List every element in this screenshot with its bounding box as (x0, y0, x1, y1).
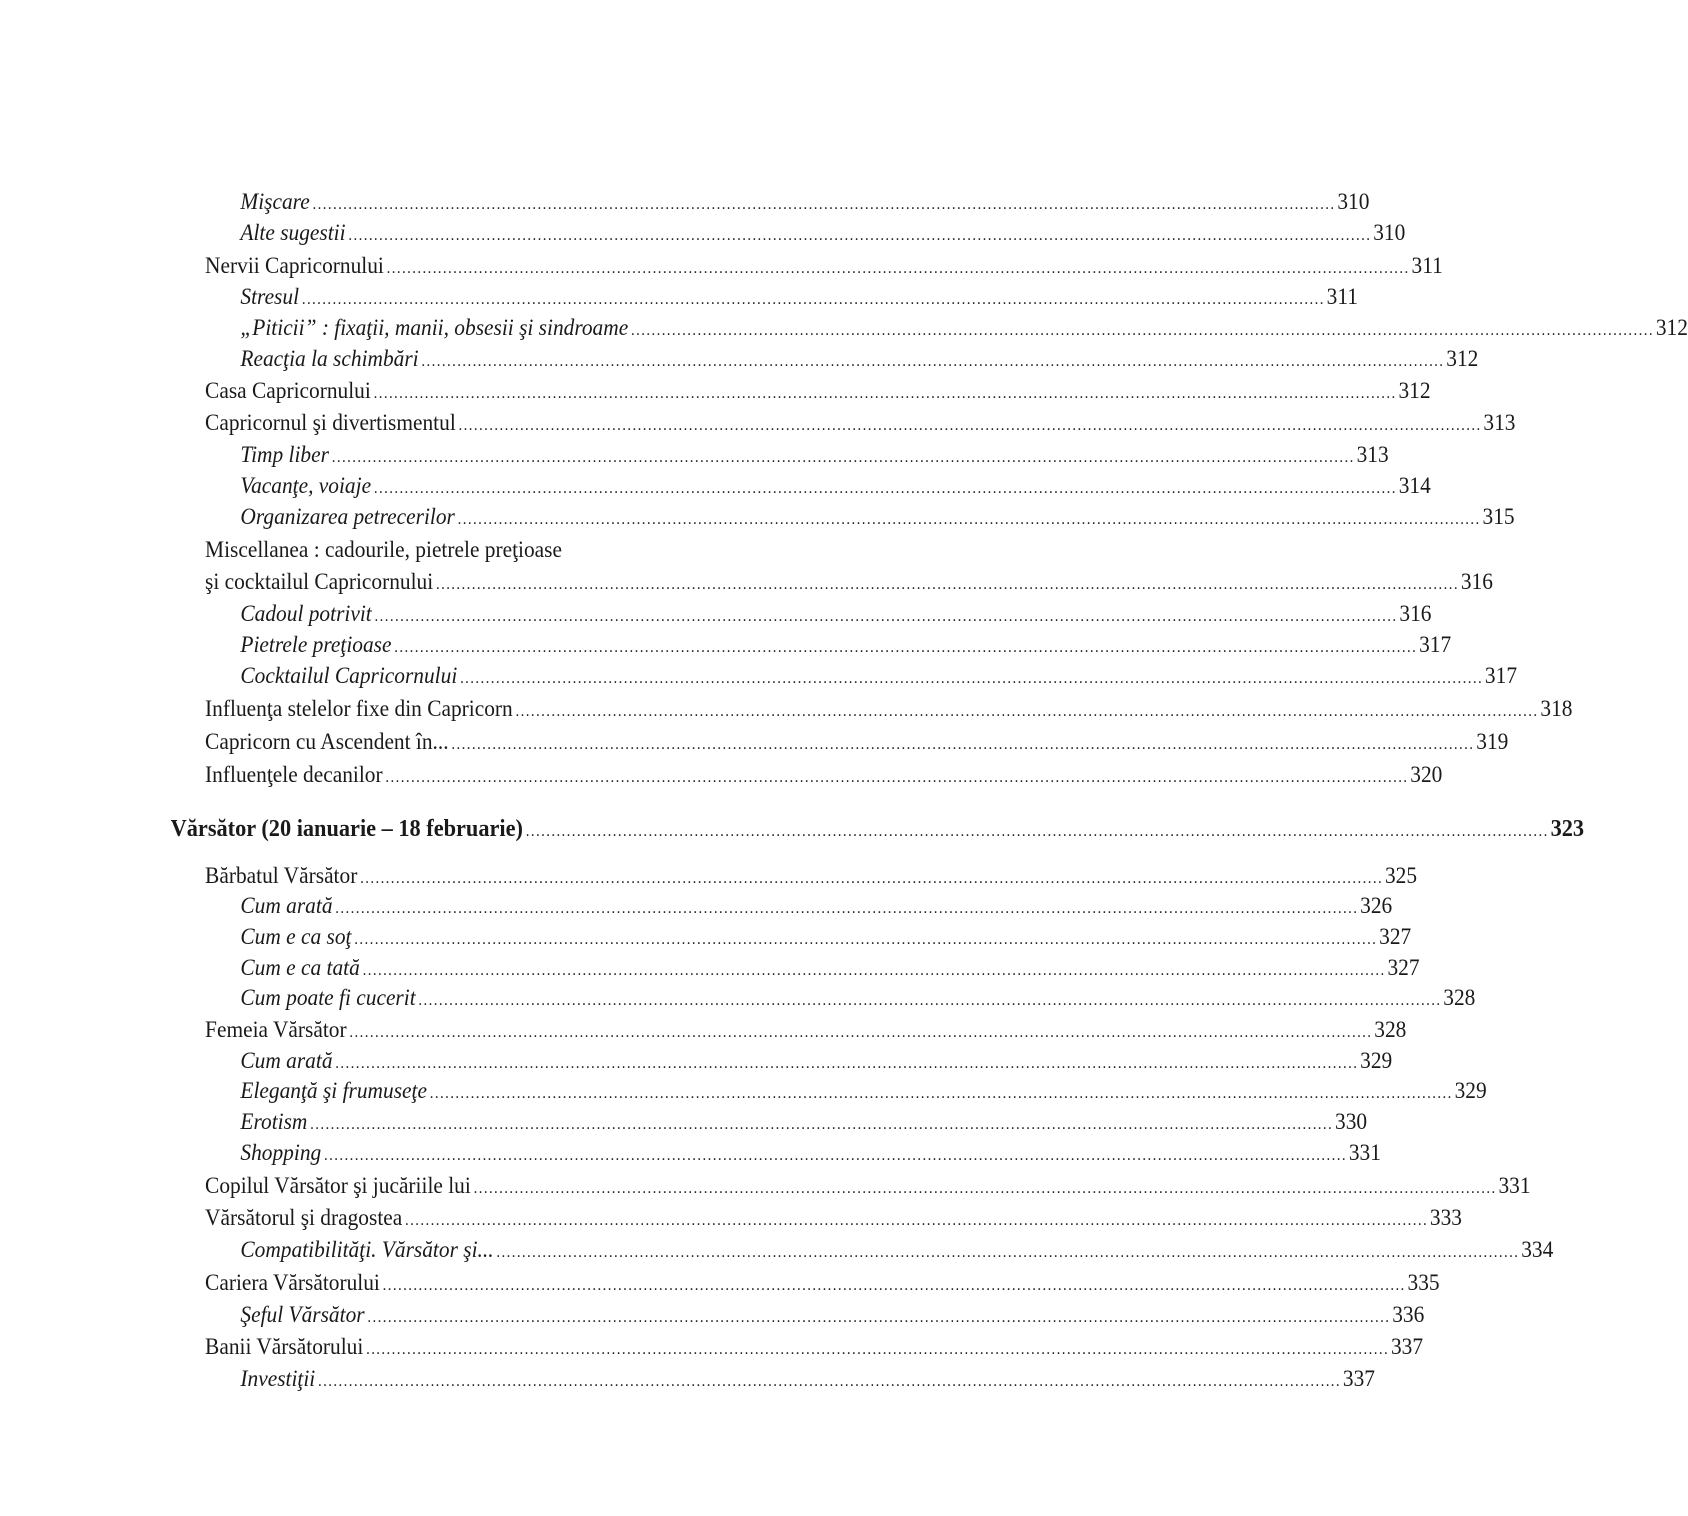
toc-chapter-entry[interactable] (170, 814, 1585, 844)
page-number: 337 (1390, 1334, 1424, 1359)
toc-entry[interactable] (240, 953, 1420, 983)
page-number: 310 (1337, 189, 1370, 214)
page-number: 331 (1498, 1173, 1531, 1198)
page-number: 337 (1342, 1366, 1375, 1391)
page-number: 328 (1443, 985, 1476, 1010)
toc-entry[interactable] (205, 727, 1509, 757)
page-number: 330 (1335, 1109, 1368, 1134)
toc-entry[interactable] (240, 1138, 1381, 1168)
toc-entry[interactable] (205, 694, 1573, 724)
dot-leader: ........................................................................................................................................................................................................ (451, 736, 1475, 753)
page-number: 336 (1392, 1302, 1425, 1327)
toc-entry[interactable] (240, 1046, 1393, 1076)
toc-entry[interactable] (240, 922, 1412, 952)
entry-title: Miscellanea : cadourile, pietrele preţioase (205, 537, 562, 562)
dot-leader: ........................................................................................................................................................................................................ (631, 322, 1654, 339)
dot-leader: ........................................................................................................................................................................................................ (515, 703, 1539, 720)
page-number: 311 (1326, 284, 1358, 309)
entry-title: Nervii Capricornului (205, 253, 384, 278)
toc-entry[interactable] (240, 313, 1688, 343)
dot-leader: ........................................................................................................................................................................................................ (525, 823, 1549, 840)
dot-leader: ........................................................................................................................................................................................................ (323, 1147, 1347, 1164)
dot-leader: ........................................................................................................................................................................................................ (460, 670, 1484, 687)
page-number: 316 (1399, 601, 1432, 626)
dot-leader: ........................................................................................................................................................................................................ (301, 291, 1325, 308)
page-number: 318 (1540, 696, 1573, 721)
entry-title: Stresul (240, 284, 300, 309)
entry-title: Eleganţă şi frumuseţe (240, 1078, 427, 1103)
entry-title: Şeful Vărsător (240, 1302, 365, 1327)
entry-title: Pietrele preţioase (240, 632, 392, 657)
page-number: 315 (1482, 504, 1515, 529)
page-number: 333 (1429, 1205, 1462, 1230)
toc-entry[interactable] (240, 1364, 1375, 1394)
page-number: 325 (1384, 863, 1418, 888)
page-number: 329 (1360, 1048, 1393, 1073)
entry-title: Femeia Vărsător (205, 1017, 347, 1042)
toc-entry[interactable] (240, 983, 1476, 1013)
page-number: 328 (1374, 1017, 1407, 1042)
toc-entry[interactable] (240, 1107, 1368, 1137)
page-number: 326 (1360, 893, 1393, 918)
page-number: 310 (1373, 220, 1406, 245)
entry-title: Cum e ca tată (240, 955, 360, 980)
dot-leader: ........................................................................................................................................................................................................ (496, 1244, 1520, 1261)
toc-entry[interactable] (205, 1171, 1531, 1201)
dot-leader: ........................................................................................................................................................................................................ (473, 1180, 1497, 1197)
entry-title: „Piticii” : fixaţii, manii, obsesii şi sindroame (240, 315, 629, 340)
dot-leader: ........................................................................................................................................................................................................ (354, 931, 1378, 948)
entry-title: Vărsătorul şi dragostea (205, 1205, 403, 1230)
page-number: 317 (1484, 663, 1518, 688)
toc-entry[interactable] (205, 376, 1431, 406)
dot-leader: ........................................................................................................................................................................................................ (382, 1277, 1406, 1294)
entry-title: Influenţele decanilor (205, 762, 383, 787)
chapter-title: Vărsător (20 ianuarie – 18 februarie) (170, 816, 523, 842)
dot-leader: ........................................................................................................................................................................................................ (366, 1341, 1390, 1358)
dot-leader: ........................................................................................................................................................................................................ (435, 576, 1459, 593)
toc-entry[interactable] (205, 760, 1443, 790)
page-number: 312 (1655, 315, 1688, 340)
entry-title: şi cocktailul Capricornului (205, 569, 434, 594)
entry-title: Influenţa stelelor fixe din Capricorn (205, 696, 513, 721)
dot-leader: ........................................................................................................................................................................................................ (374, 608, 1398, 625)
page-number: 311 (1411, 253, 1443, 278)
entry-title: Bărbatul Vărsător (205, 863, 358, 888)
toc-entry[interactable] (205, 1332, 1424, 1362)
entry-title: Cum e ca soţ (240, 924, 352, 949)
page-number: 323 (1550, 816, 1585, 842)
toc-entry[interactable] (205, 251, 1443, 281)
entry-title: Mişcare (240, 189, 310, 214)
toc-entry[interactable] (240, 891, 1393, 921)
dot-leader: ........................................................................................................................................................................................................ (335, 900, 1359, 917)
page-number: 312 (1446, 346, 1479, 371)
toc-entry[interactable] (240, 282, 1358, 312)
dot-leader: ........................................................................................................................................................................................................ (418, 992, 1442, 1009)
dot-leader: ........................................................................................................................................................................................................ (421, 353, 1445, 370)
dot-leader: ........................................................................................................................................................................................................ (405, 1212, 1429, 1229)
entry-title: Cum arată (240, 893, 333, 918)
toc-entry[interactable] (240, 502, 1515, 532)
entry-title: Alte sugestii (240, 220, 346, 245)
page-number: 320 (1410, 762, 1443, 787)
toc-entry[interactable] (205, 861, 1418, 891)
entry-title: Cariera Vărsătorului (205, 1270, 380, 1295)
toc-entry[interactable] (240, 661, 1518, 691)
dot-leader: ........................................................................................................................................................................................................ (360, 870, 1384, 887)
entry-title: Reacţia la schimbări (240, 346, 419, 371)
entry-title: Erotism (240, 1109, 308, 1134)
dot-leader: ........................................................................................................................................................................................................ (394, 639, 1418, 656)
dot-leader: ........................................................................................................................................................................................................ (373, 480, 1397, 497)
page-number: 316 (1460, 569, 1493, 594)
toc-entry[interactable] (240, 218, 1406, 248)
entry-title: Organizarea petrecerilor (240, 504, 455, 529)
dot-leader: ........................................................................................................................................................................................................ (457, 511, 1481, 528)
dot-leader: ........................................................................................................................................................................................................ (331, 449, 1355, 466)
dot-leader: ........................................................................................................................................................................................................ (349, 1024, 1373, 1041)
dot-leader: ........................................................................................................................................................................................................ (348, 227, 1372, 244)
toc-entry[interactable] (205, 408, 1516, 438)
entry-title: Cum arată (240, 1048, 333, 1073)
page-number: 314 (1398, 473, 1431, 498)
toc-entry[interactable] (240, 440, 1389, 470)
entry-title: Timp liber (240, 442, 329, 467)
dot-leader: ........................................................................................................................................................................................................ (429, 1085, 1453, 1102)
page-number: 313 (1483, 410, 1516, 435)
toc-entry[interactable] (240, 630, 1452, 660)
page-number: 317 (1419, 632, 1452, 657)
dot-leader: ........................................................................................................................................................................................................ (386, 260, 1410, 277)
entry-title: Shopping (240, 1140, 322, 1165)
entry-title: Banii Vărsătorului (205, 1334, 364, 1359)
page-number: 327 (1387, 955, 1420, 980)
page-number: 329 (1454, 1078, 1487, 1103)
toc-entry[interactable] (205, 567, 1493, 597)
toc-entry[interactable] (205, 1015, 1407, 1045)
toc-entry[interactable] (240, 1235, 1554, 1265)
entry-title: Capricorn cu Ascendent în... (205, 729, 449, 754)
page-number: 334 (1521, 1237, 1554, 1262)
toc-entry[interactable] (205, 535, 910, 565)
entry-title: Investiţii (240, 1366, 316, 1391)
dot-leader: ........................................................................................................................................................................................................ (310, 1116, 1334, 1133)
dot-leader: ........................................................................................................................................................................................................ (373, 385, 1397, 402)
dot-leader: ........................................................................................................................................................................................................ (458, 417, 1482, 434)
entry-title: Cadoul potrivit (240, 601, 372, 626)
toc-entry[interactable] (205, 1268, 1440, 1298)
toc-entry[interactable] (240, 1300, 1425, 1330)
toc-entry[interactable] (240, 599, 1432, 629)
toc-entry[interactable] (240, 1076, 1487, 1106)
page-number: 327 (1379, 924, 1412, 949)
entry-title: Casa Capricornului (205, 378, 371, 403)
page-number: 335 (1407, 1270, 1440, 1295)
toc-entry[interactable] (240, 471, 1431, 501)
toc-entry[interactable] (205, 1203, 1462, 1233)
entry-title: Copilul Vărsător şi jucăriile lui (205, 1173, 471, 1198)
entry-title: Compatibilităţi. Vărsător şi... (240, 1237, 494, 1262)
entry-title: Cum poate fi cucerit (240, 985, 416, 1010)
entry-title: Cocktailul Capricornului (240, 663, 458, 688)
page-number: 312 (1398, 378, 1431, 403)
dot-leader: ........................................................................................................................................................................................................ (367, 1309, 1391, 1326)
dot-leader: ........................................................................................................................................................................................................ (312, 196, 1336, 213)
page-number: 319 (1476, 729, 1509, 754)
dot-leader: ........................................................................................................................................................................................................ (385, 769, 1409, 786)
toc-entry[interactable] (240, 344, 1479, 374)
entry-title: Vacanţe, voiaje (240, 473, 372, 498)
dot-leader: ........................................................................................................................................................................................................ (318, 1373, 1342, 1390)
page-number: 313 (1356, 442, 1389, 467)
entry-title: Capricornul şi divertismentul (205, 410, 456, 435)
dot-leader: ........................................................................................................................................................................................................ (335, 1055, 1359, 1072)
dot-leader: ........................................................................................................................................................................................................ (362, 962, 1386, 979)
page-number: 331 (1348, 1140, 1381, 1165)
toc-entry[interactable] (240, 187, 1370, 217)
